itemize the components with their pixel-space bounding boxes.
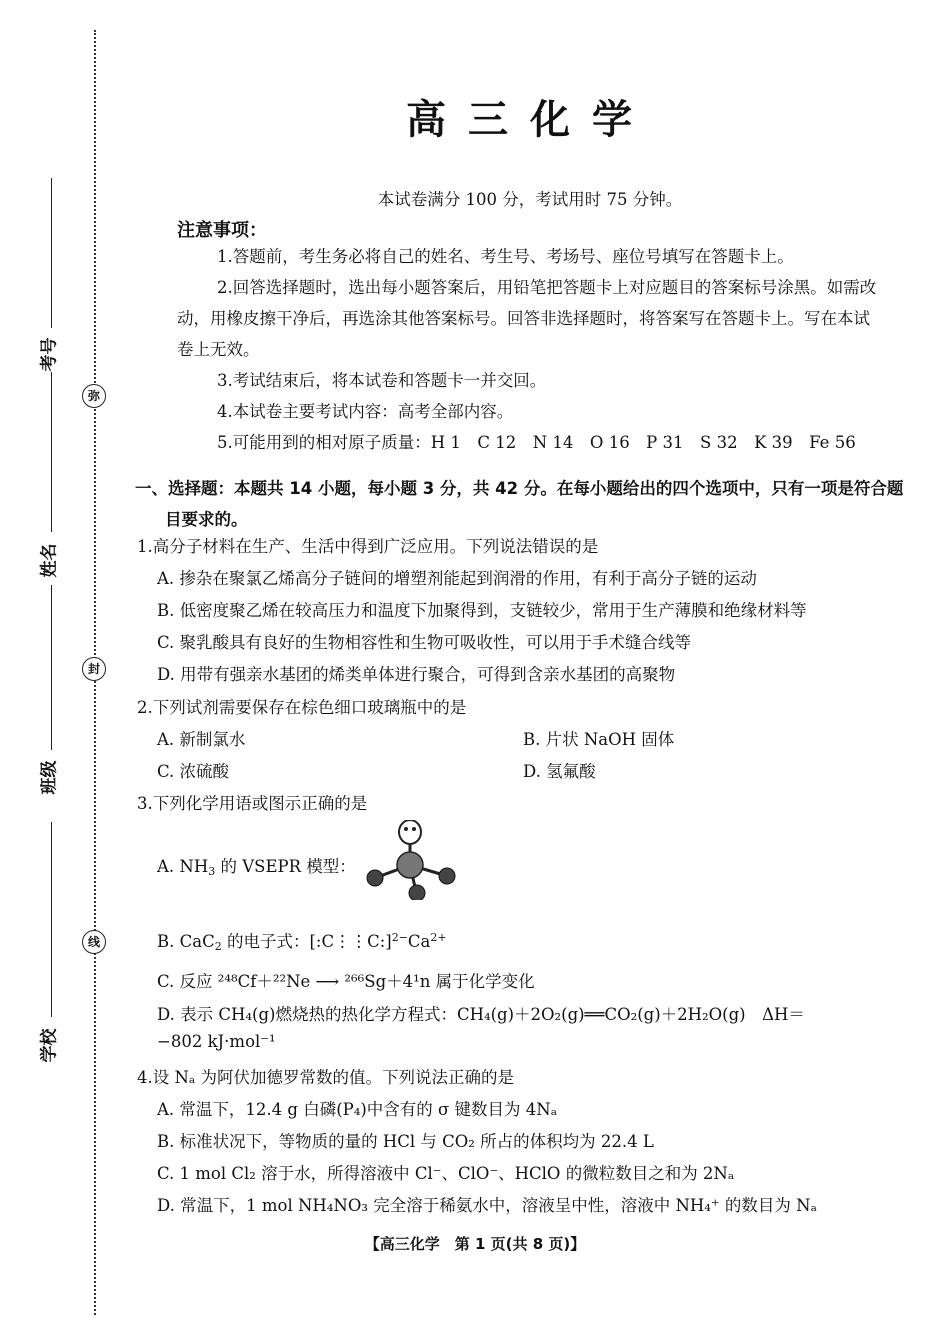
- option-a-suffix: 的 VSEPR 模型：: [215, 857, 356, 876]
- option-c: C. 浓硫酸: [157, 762, 230, 781]
- field-line-name: [51, 372, 52, 532]
- notice-list: [177, 241, 877, 458]
- question-stem: 4.设 Nₐ 为阿伏加德罗常数的值。下列说法正确的是: [137, 1068, 515, 1087]
- notice-item: 2.回答选择题时，选出每小题答案后，用铅笔把答题卡上对应题目的答案标号涂黑。如需改动，用橡皮擦干净后，再选涂其他答案标号。回答非选择题时，将答案写在答题卡上。写在本试卷上无效。: [177, 278, 877, 359]
- field-label-class: 班级: [39, 760, 60, 795]
- field-line-school: [51, 822, 52, 1017]
- electron-formula-charge: 2−: [391, 931, 408, 944]
- option-a-prefix: A. NH: [157, 857, 209, 876]
- notice-item: 1.答题前，考生务必将自己的姓名、考生号、考场号、座位号填写在答题卡上。: [217, 247, 794, 266]
- option-d-continued: −802 kJ·mol⁻¹: [157, 1032, 276, 1051]
- field-label-exam-no: 考号: [39, 337, 60, 372]
- notice-item: 3.考试结束后，将本试卷和答题卡一并交回。: [217, 371, 547, 390]
- option-a: A. 常温下，12.4 g 白磷(P₄)中含有的 σ 键数目为 4Nₐ: [157, 1100, 558, 1119]
- option-d: D. 用带有强亲水基团的烯类单体进行聚合，可得到含亲水基团的高聚物: [157, 665, 676, 684]
- section-heading: 一、选择题：本题共 14 小题，每小题 3 分，共 42 分。在每小题给出的四个选项中，只有一项是符合题目要求的。: [135, 479, 904, 529]
- option-b-mid: 的电子式：: [221, 932, 310, 951]
- question-stem: 1.高分子材料在生产、生活中得到广泛应用。下列说法错误的是: [137, 537, 599, 556]
- option-a-subscript: 3: [208, 865, 216, 878]
- option-a: A. 掺杂在聚氯乙烯高分子链间的增塑剂能起到润滑的作用，有利于高分子链的运动: [157, 569, 757, 588]
- option-a: A. 新制氯水: [157, 730, 246, 749]
- option-c: C. 聚乳酸具有良好的生物相容性和生物可吸收性，可以用于手术缝合线等: [157, 633, 692, 652]
- question-stem: 3.下列化学用语或图示正确的是: [137, 794, 368, 813]
- option-c: C. 1 mol Cl₂ 溶于水，所得溶液中 Cl⁻、ClO⁻、HClO 的微粒数目之和为 2Nₐ: [157, 1164, 735, 1183]
- seal-char-mi: 弥: [82, 384, 106, 408]
- option-b: B. 标准状况下，等物质的量的 HCl 与 CO₂ 所占的体积均为 22.4 L: [157, 1132, 654, 1151]
- electron-formula: [:C⋮⋮C:]: [309, 932, 392, 951]
- option-b: B. 片状 NaOH 固体: [523, 730, 675, 749]
- field-label-school: 学校: [39, 1028, 60, 1063]
- option-a: [157, 853, 356, 877]
- calcium-charge: 2+: [430, 931, 447, 944]
- option-b: B. 低密度聚乙烯在较高压力和温度下加聚得到，支链较少，常用于生产薄膜和绝缘材料等: [157, 601, 807, 620]
- field-line-class: [51, 585, 52, 750]
- notice-item: 4.本试卷主要考试内容：高考全部内容。: [217, 402, 514, 421]
- nh3-vsepr-model-icon: [365, 820, 475, 900]
- field-line-exam-no: [51, 178, 52, 328]
- calcium-symbol: Ca: [407, 932, 431, 951]
- page-title: 高三化学: [406, 97, 654, 143]
- seal-char-feng: 封: [82, 657, 106, 681]
- notice-heading: 注意事项：: [177, 220, 267, 241]
- question-stem: 2.下列试剂需要保存在棕色细口玻璃瓶中的是: [137, 698, 467, 717]
- exam-intro: 本试卷满分 100 分，考试用时 75 分钟。: [377, 190, 683, 209]
- option-b-subscript: 2: [214, 940, 222, 953]
- option-d: D. 表示 CH₄(g)燃烧热的热化学方程式：CH₄(g)＋2O₂(g)══CO₂(g)＋2H₂O(g) ΔH＝: [157, 1005, 805, 1024]
- option-d: D. 常温下，1 mol NH₄NO₃ 完全溶于稀氨水中，溶液呈中性，溶液中 NH₄⁺ 的数目为 Nₐ: [157, 1196, 817, 1215]
- field-label-name: 姓名: [39, 543, 60, 578]
- page-footer: 【高三化学 第 1 页(共 8 页)】: [364, 1235, 586, 1253]
- option-d: D. 氢氟酸: [523, 762, 596, 781]
- option-c: C. 反应 ²⁴⁸Cf＋²²Ne ⟶ ²⁶⁶Sg＋4¹n 属于化学变化: [157, 972, 535, 991]
- option-b: [157, 928, 447, 952]
- seal-char-xian: 线: [82, 930, 106, 954]
- option-b-prefix: B. CaC: [157, 932, 215, 951]
- notice-item: 5.可能用到的相对原子质量：H 1 C 12 N 14 O 16 P 31 S 32 K 39 Fe 56: [217, 433, 856, 452]
